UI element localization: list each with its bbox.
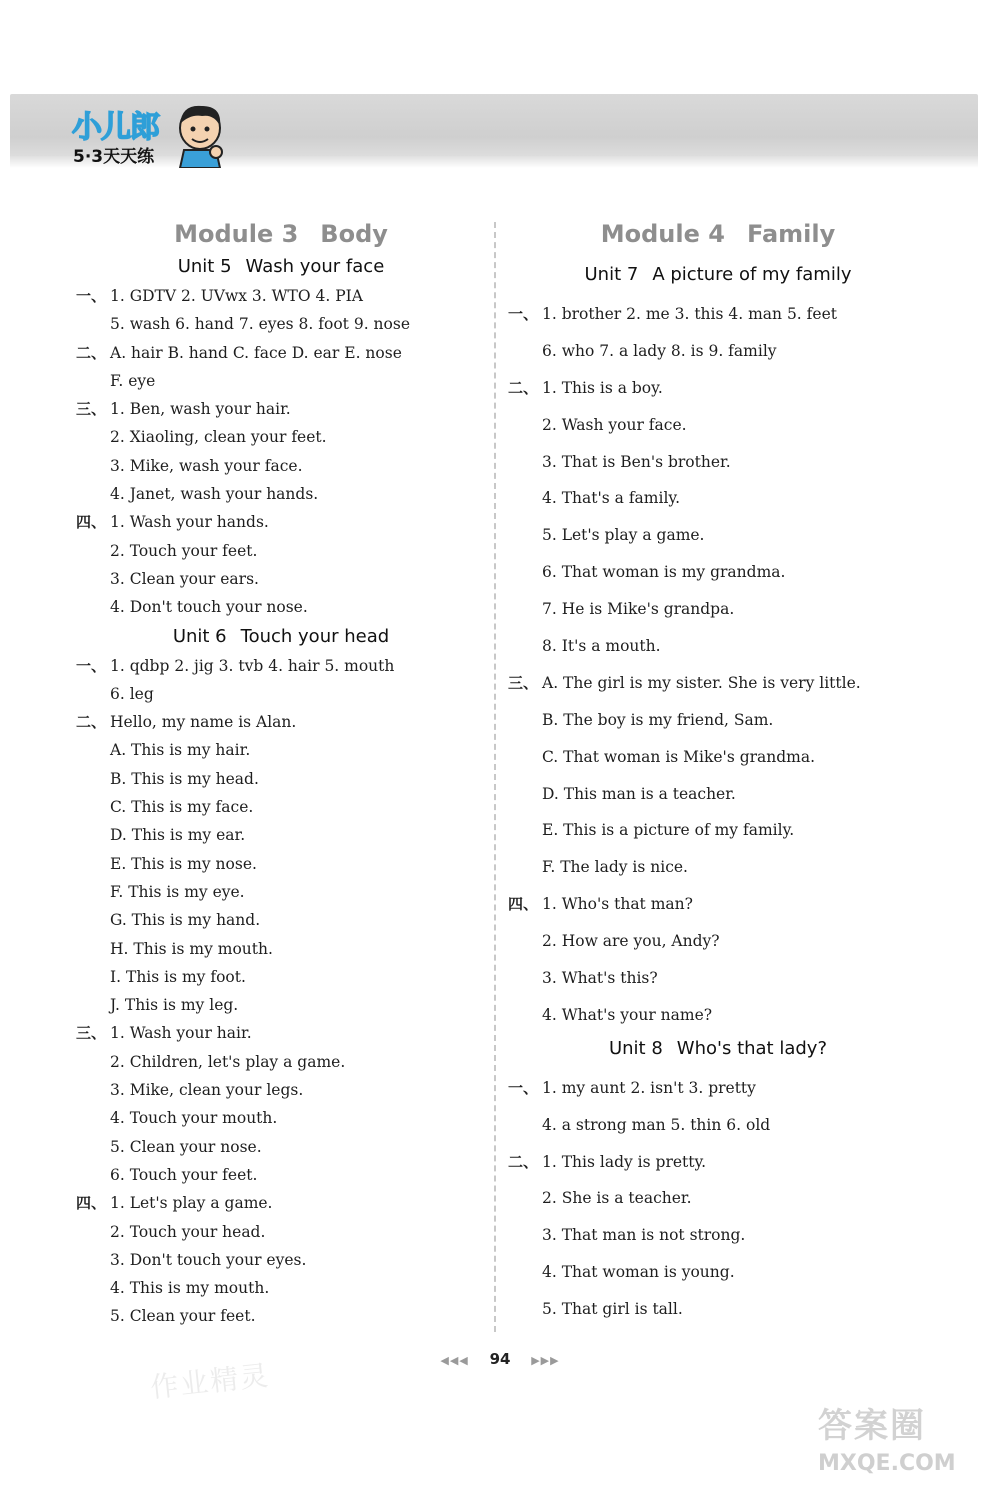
answer-line bbox=[508, 444, 928, 481]
answer-line bbox=[76, 652, 486, 680]
answer-text: 6. Touch your feet. bbox=[110, 1165, 258, 1184]
unit-name: Unit 7 bbox=[584, 264, 639, 285]
answer-text: B. The boy is my friend, Sam. bbox=[542, 710, 774, 729]
answer-text: F. The lady is nice. bbox=[542, 858, 688, 877]
answer-text: 3. That is Ben's brother. bbox=[542, 452, 731, 471]
answer-text: 7. He is Mike's grandpa. bbox=[542, 600, 735, 619]
answer-line bbox=[508, 739, 928, 776]
answer-line bbox=[508, 1217, 928, 1254]
answer-line bbox=[76, 765, 486, 793]
answer-text: D. This man is a teacher. bbox=[542, 784, 736, 803]
section-marker: 四、 bbox=[76, 1194, 107, 1213]
answer-line bbox=[508, 628, 928, 665]
answer-text: 5. Clean your feet. bbox=[110, 1307, 256, 1326]
answer-text: 1. Let's play a game. bbox=[110, 1194, 273, 1213]
answer-text: 5. That girl is tall. bbox=[542, 1300, 683, 1319]
answer-line bbox=[508, 849, 928, 886]
answer-line bbox=[508, 923, 928, 960]
answer-text: D. This is my ear. bbox=[110, 826, 246, 845]
answer-text: 6. That woman is my grandma. bbox=[542, 563, 786, 582]
answer-text: 4. That woman is young. bbox=[542, 1263, 735, 1282]
answer-line bbox=[508, 407, 928, 444]
answer-line bbox=[76, 480, 486, 508]
answer-line bbox=[508, 480, 928, 517]
answer-text: 4. This is my mouth. bbox=[110, 1279, 270, 1298]
section-marker: 四、 bbox=[508, 895, 539, 914]
section-marker: 一、 bbox=[76, 287, 107, 305]
answer-line bbox=[76, 282, 486, 310]
answer-line bbox=[508, 370, 928, 407]
answer-line bbox=[508, 886, 928, 923]
answer-text: J. This is my leg. bbox=[110, 996, 239, 1015]
answer-line bbox=[508, 776, 928, 813]
answer-text: 1. GDTV 2. UVwx 3. WTO 4. PIA bbox=[110, 287, 363, 305]
next-arrows-icon: ▶▶▶ bbox=[531, 1354, 560, 1367]
answer-text: A. The girl is my sister. She is very little. bbox=[542, 673, 861, 692]
answer-line bbox=[76, 736, 486, 764]
answer-line bbox=[76, 1104, 486, 1132]
boy-mascot-icon bbox=[170, 100, 230, 168]
answer-text: 1. brother 2. me 3. this 4. man 5. feet bbox=[542, 305, 837, 323]
module-4-title bbox=[508, 218, 928, 250]
answer-text: 1. Ben, wash your hair. bbox=[110, 400, 291, 419]
answer-line bbox=[76, 1189, 486, 1217]
answer-line bbox=[508, 333, 928, 370]
answer-text: 5. wash 6. hand 7. eyes 8. foot 9. nose bbox=[110, 315, 410, 334]
answer-line bbox=[76, 537, 486, 565]
answer-line bbox=[76, 878, 486, 906]
watermark-right bbox=[818, 1398, 988, 1488]
answer-text: 3. What's this? bbox=[542, 969, 658, 988]
page-number: 94 bbox=[489, 1350, 511, 1368]
section-marker: 二、 bbox=[76, 343, 107, 362]
answer-line bbox=[76, 508, 486, 536]
answer-line bbox=[76, 935, 486, 963]
answer-line bbox=[76, 1076, 486, 1104]
answer-line bbox=[508, 1144, 928, 1181]
answer-text: 1. my aunt 2. isn't 3. pretty bbox=[542, 1078, 756, 1097]
unit-title bbox=[76, 252, 486, 282]
section-marker: 四、 bbox=[76, 513, 107, 532]
answer-text: 3. Don't touch your eyes. bbox=[110, 1250, 307, 1269]
answer-text: 6. who 7. a lady 8. is 9. family bbox=[542, 341, 777, 360]
answer-text: B. This is my head. bbox=[110, 769, 259, 788]
module-name: Module 3 bbox=[174, 220, 299, 248]
prev-arrows-icon: ◀◀◀ bbox=[440, 1354, 469, 1367]
answer-text: 1. Wash your hands. bbox=[110, 513, 269, 532]
answer-line bbox=[76, 423, 486, 451]
watermark-logo-text: 答案圈 bbox=[818, 1406, 926, 1446]
answer-text: 2. How are you, Andy? bbox=[542, 932, 720, 951]
answer-line bbox=[76, 593, 486, 621]
answer-line bbox=[76, 310, 486, 338]
answer-line bbox=[76, 850, 486, 878]
answer-line bbox=[76, 793, 486, 821]
answer-text: 1. This is a boy. bbox=[542, 378, 663, 397]
section-marker: 三、 bbox=[508, 673, 539, 692]
right-column bbox=[508, 218, 928, 1328]
answer-line bbox=[508, 997, 928, 1034]
section-marker: 三、 bbox=[76, 400, 107, 419]
answer-text: 8. It's a mouth. bbox=[542, 637, 661, 656]
logo-sub-text: 5·3天天练 bbox=[73, 147, 155, 167]
answer-text: F. This is my eye. bbox=[110, 882, 245, 901]
answer-text: A. hair B. hand C. face D. ear E. nose bbox=[110, 343, 402, 362]
answer-text: G. This is my hand. bbox=[110, 911, 261, 930]
answer-text: 3. Clean your ears. bbox=[110, 569, 259, 588]
answer-line bbox=[508, 296, 928, 333]
answer-line bbox=[76, 367, 486, 395]
answer-text: E. This is a picture of my family. bbox=[542, 821, 795, 840]
answer-line bbox=[76, 1246, 486, 1274]
answer-text: 3. That man is not strong. bbox=[542, 1226, 746, 1245]
answer-line bbox=[508, 1180, 928, 1217]
unit-subtitle: Who's that lady? bbox=[676, 1037, 828, 1059]
answer-text: 2. Xiaoling, clean your feet. bbox=[110, 428, 327, 447]
answer-line bbox=[508, 1070, 928, 1107]
answer-text: A. This is my hair. bbox=[110, 741, 251, 760]
watermark-left: 作业精灵 bbox=[148, 1358, 272, 1405]
answer-line bbox=[508, 812, 928, 849]
answer-line bbox=[508, 554, 928, 591]
unit-name: Unit 8 bbox=[608, 1037, 663, 1059]
answer-text: Hello, my name is Alan. bbox=[110, 713, 297, 732]
page-footer bbox=[400, 1350, 600, 1368]
unit-name: Unit 5 bbox=[177, 256, 232, 277]
answer-line bbox=[508, 591, 928, 628]
answer-line bbox=[76, 1302, 486, 1330]
answer-line bbox=[76, 565, 486, 593]
answer-line bbox=[76, 1161, 486, 1189]
answer-text: 1. Who's that man? bbox=[542, 895, 693, 914]
answer-text: H. This is my mouth. bbox=[110, 939, 273, 958]
right-units bbox=[508, 260, 928, 1328]
brand-logo bbox=[70, 100, 230, 168]
answer-text: 4. That's a family. bbox=[542, 489, 681, 508]
answer-line bbox=[76, 1218, 486, 1246]
section-marker: 二、 bbox=[76, 713, 107, 732]
unit-title bbox=[508, 1034, 928, 1064]
module-topic: Body bbox=[320, 220, 388, 248]
answer-line bbox=[76, 452, 486, 480]
answer-text: 1. This lady is pretty. bbox=[542, 1152, 707, 1171]
module-3-title bbox=[76, 218, 486, 250]
answer-text: 2. Wash your face. bbox=[542, 415, 687, 434]
answer-line bbox=[76, 708, 486, 736]
left-units bbox=[76, 252, 486, 1331]
answer-text: 3. Mike, clean your legs. bbox=[110, 1081, 304, 1100]
answer-text: 2. She is a teacher. bbox=[542, 1189, 692, 1208]
section-marker: 一、 bbox=[76, 656, 107, 675]
answer-text: 5. Clean your nose. bbox=[110, 1137, 262, 1156]
answer-line bbox=[76, 821, 486, 849]
answer-line bbox=[76, 339, 486, 367]
answer-text: 4. a strong man 5. thin 6. old bbox=[542, 1115, 771, 1134]
answer-text: 2. Touch your feet. bbox=[110, 541, 258, 560]
module-topic: Family bbox=[746, 220, 836, 248]
answer-line bbox=[508, 1291, 928, 1328]
answer-line bbox=[76, 1048, 486, 1076]
answer-line bbox=[508, 517, 928, 554]
answer-line bbox=[508, 960, 928, 997]
answer-text: 6. leg bbox=[110, 684, 154, 703]
answer-text: F. eye bbox=[110, 371, 156, 390]
answer-text: 4. What's your name? bbox=[542, 1005, 713, 1024]
answer-text: 2. Children, let's play a game. bbox=[110, 1052, 346, 1071]
unit-title bbox=[76, 622, 486, 652]
unit-subtitle: Touch your head bbox=[240, 625, 390, 647]
answer-text: E. This is my nose. bbox=[110, 854, 257, 873]
logo-main-text: 小儿郎 bbox=[72, 110, 159, 145]
answer-text: C. This is my face. bbox=[110, 798, 254, 817]
answer-line bbox=[508, 1107, 928, 1144]
answer-line bbox=[508, 665, 928, 702]
answer-text: 4. Don't touch your nose. bbox=[110, 598, 308, 617]
unit-name: Unit 6 bbox=[172, 625, 227, 647]
watermark-url: MXQE.COM bbox=[818, 1451, 956, 1476]
answer-line bbox=[76, 1133, 486, 1161]
module-name: Module 4 bbox=[600, 220, 725, 248]
answer-text: 4. Janet, wash your hands. bbox=[110, 485, 319, 504]
answer-line bbox=[76, 991, 486, 1019]
answer-text: 3. Mike, wash your face. bbox=[110, 456, 303, 475]
answer-text: 2. Touch your head. bbox=[110, 1222, 266, 1241]
answer-line bbox=[76, 395, 486, 423]
left-column bbox=[76, 218, 486, 1331]
answer-line bbox=[508, 702, 928, 739]
answer-text: I. This is my foot. bbox=[110, 967, 246, 986]
column-divider bbox=[494, 222, 496, 1332]
answer-line bbox=[76, 680, 486, 708]
section-marker: 二、 bbox=[508, 1152, 539, 1171]
section-marker: 一、 bbox=[508, 305, 539, 323]
answer-text: 1. qdbp 2. jig 3. tvb 4. hair 5. mouth bbox=[110, 656, 395, 675]
unit-title bbox=[508, 260, 928, 290]
section-marker: 三、 bbox=[76, 1024, 107, 1043]
answer-text: C. That woman is Mike's grandma. bbox=[542, 747, 816, 766]
answer-line bbox=[76, 1019, 486, 1047]
section-marker: 二、 bbox=[508, 378, 539, 397]
unit-subtitle: A picture of my family bbox=[652, 264, 852, 285]
answer-text: 4. Touch your mouth. bbox=[110, 1109, 278, 1128]
answer-line bbox=[508, 1254, 928, 1291]
answer-line bbox=[76, 906, 486, 934]
answer-line bbox=[76, 1274, 486, 1302]
unit-subtitle: Wash your face bbox=[245, 256, 385, 277]
answer-text: 1. Wash your hair. bbox=[110, 1024, 252, 1043]
section-marker: 一、 bbox=[508, 1078, 539, 1097]
answer-text: 5. Let's play a game. bbox=[542, 526, 705, 545]
answer-line bbox=[76, 963, 486, 991]
